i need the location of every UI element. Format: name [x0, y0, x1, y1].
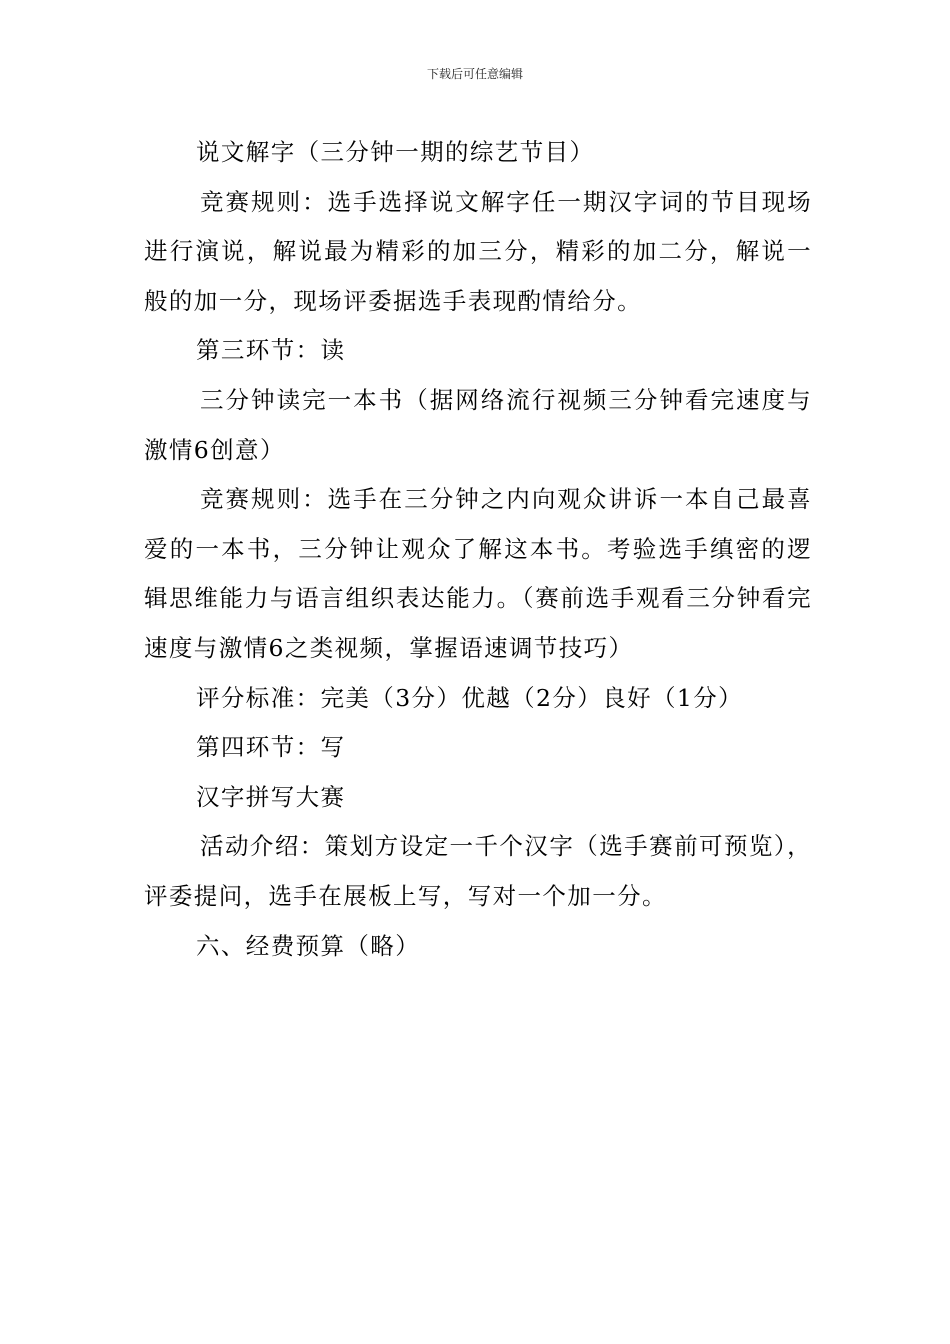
paragraph-spelling-contest: 汉字拼写大赛 [196, 782, 346, 811]
paragraph-activity-intro: 活动介绍：策划方设定一千个汉字（选手赛前可预览），评委提问，选手在展板上写，写对一个加一分。 [144, 832, 812, 910]
document-body [144, 128, 812, 971]
paragraph-competition-rules-2: 竞赛规则：选手在三分钟之内向观众讲诉一本自己最喜爱的一本书，三分钟让观众了解这本书。考验选手缜密的逻辑思维能力与语言组织表达能力。（赛前选手观看三分钟看完速度与激情6之类视频，掌握语速调节技巧） [144, 485, 812, 662]
paragraph-competition-rules-1: 竞赛规则：选手选择说文解字任一期汉字词的节目现场进行演说，解说最为精彩的加三分，精彩的加二分，解说一般的加一分，现场评委据选手表现酌情给分。 [144, 187, 812, 315]
page-header: 下载后可任意编辑 [426, 67, 523, 81]
paragraph-scoring-standard: 评分标准：完美（3分）优越（2分）良好（1分） [196, 683, 744, 712]
paragraph-three-minute-book: 三分钟读完一本书（据网络流行视频三分钟看完速度与激情6创意） [144, 385, 812, 464]
paragraph-shuowen-title: 说文解字（三分钟一期的综艺节目） [196, 138, 595, 166]
paragraph-section-four-write: 第四环节：写 [196, 733, 346, 762]
paragraph-budget: 六、经费预算（略） [196, 931, 421, 960]
paragraph-section-three-read: 第三环节：读 [196, 336, 346, 365]
